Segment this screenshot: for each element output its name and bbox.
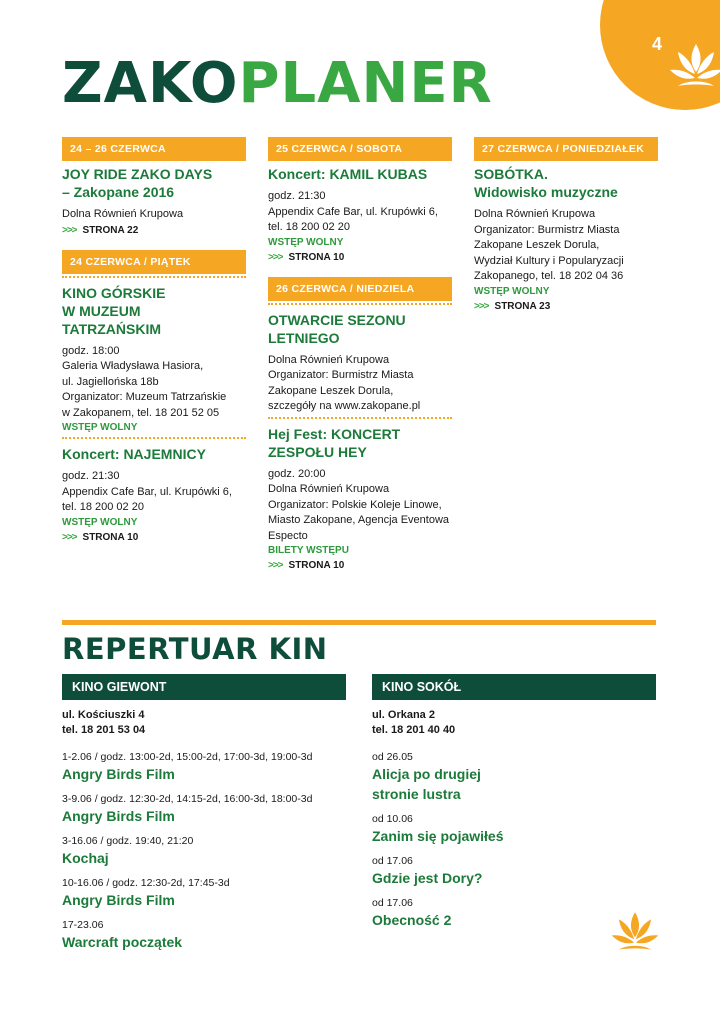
- event-title-line: JOY RIDE ZAKO DAYS: [62, 166, 213, 182]
- film-title: Angry Birds Film: [62, 808, 175, 824]
- page-reference: [268, 558, 452, 573]
- event-title-line: – Zakopane 2016: [62, 184, 175, 200]
- event-details: [62, 469, 246, 516]
- event-date: 27 CZERWCA / PONIEDZIAŁEK: [474, 137, 658, 161]
- event-details: [62, 344, 246, 422]
- page-reference: [474, 299, 658, 314]
- dotted-divider: [62, 276, 246, 278]
- arrows-icon: >>>: [62, 531, 77, 543]
- event-detail-line: szczegóły na www.zakopane.pl: [268, 400, 421, 412]
- event-detail-line: godz. 21:30: [62, 470, 120, 482]
- arrows-icon: >>>: [268, 560, 283, 571]
- event-detail-line: Dolna Równień Krupowa: [268, 353, 390, 366]
- cinema-sokol: [372, 674, 656, 930]
- page-reference: [268, 250, 452, 265]
- event-detail-line: Zakopane Leszek Dorula,: [474, 239, 600, 251]
- event-title-line: Hej Fest: KONCERT: [268, 425, 401, 442]
- show-time: od 17.06: [372, 897, 413, 909]
- event-detail-line: ul. Jagiellońska 18b: [62, 375, 159, 388]
- brand-logo: [62, 51, 493, 116]
- event-details: [62, 207, 246, 223]
- event-title: [62, 284, 246, 338]
- event-title: [62, 445, 246, 463]
- event-detail-line: Organizator: Burmistrz Miasta: [268, 369, 414, 381]
- event-title-line: OTWARCIE SEZONU: [268, 311, 406, 328]
- entry-info: WSTĘP WOLNY: [474, 285, 550, 297]
- cinema-address-line: ul. Kościuszki 4: [62, 709, 145, 721]
- entry-info: WSTĘP WOLNY: [62, 422, 138, 433]
- arrows-icon: >>>: [62, 224, 77, 236]
- event-detail-line: Miasto Zakopane, Agencja Eventowa: [268, 514, 450, 526]
- event-detail-line: w Zakopanem, tel. 18 201 52 05: [62, 406, 220, 419]
- event-detail-line: Dolna Równień Krupowa: [62, 208, 184, 220]
- event-detail-line: Dolna Równień Krupowa: [474, 208, 596, 220]
- cinema-address: [372, 708, 656, 738]
- page-reference-label: STRONA 10: [288, 560, 345, 571]
- event-details: [268, 353, 452, 415]
- event-title: [268, 425, 452, 461]
- cinema-giewont: [62, 674, 346, 952]
- event-title-line: KINO GÓRSKIE: [62, 284, 166, 301]
- event-title-line: LETNIEGO: [268, 329, 340, 346]
- event-date: 25 CZERWCA / SOBOTA: [268, 137, 452, 161]
- event-title-line: SOBÓTKA.: [474, 166, 548, 182]
- show-time: 3-9.06 / godz. 12:30-2d, 14:15-2d, 16:00-3d, 18:00-3d: [62, 793, 313, 805]
- page-reference-label: STRONA 23: [494, 300, 551, 312]
- wheat-footer-icon: [610, 908, 660, 954]
- entry-info: WSTĘP WOLNY: [62, 516, 138, 528]
- event-title-line: Widowisko muzyczne: [474, 184, 618, 200]
- page-reference-label: STRONA 10: [288, 251, 345, 263]
- dotted-divider: [62, 437, 246, 439]
- repertoire-title: REPERTUAR KIN: [62, 632, 328, 666]
- event-detail-line: Especto: [268, 529, 308, 542]
- arrows-icon: >>>: [268, 251, 283, 263]
- event-detail-line: Zakopane Leszek Dorula,: [268, 384, 394, 397]
- event-details: [474, 207, 658, 285]
- event-title: [268, 311, 452, 347]
- dotted-divider: [268, 303, 452, 305]
- event-details: [268, 467, 452, 545]
- film-title: Kochaj: [62, 850, 109, 866]
- event-detail-line: Organizator: Burmistrz Miasta: [474, 223, 620, 236]
- event-detail-line: godz. 20:00: [268, 467, 326, 480]
- event-title-line: Koncert: KAMIL KUBAS: [268, 166, 428, 182]
- event-detail-line: Zakopanego, tel. 18 202 04 36: [474, 270, 624, 282]
- event-title-line: ZESPOŁU HEY: [268, 443, 367, 460]
- show-time: 10-16.06 / godz. 12:30-2d, 17:45-3d: [62, 877, 230, 889]
- wheat-logo-icon: [668, 40, 720, 90]
- film-title: Angry Birds Film: [62, 892, 175, 908]
- event-title-line: Koncert: NAJEMNICY: [62, 446, 206, 462]
- events-column-1: [62, 137, 246, 545]
- show-time: od 10.06: [372, 813, 413, 825]
- film-title: Warcraft początek: [62, 934, 183, 950]
- film-title: [372, 764, 656, 804]
- event-detail-line: Dolna Równień Krupowa: [268, 483, 390, 495]
- event-detail-line: Organizator: Polskie Koleje Linowe,: [268, 498, 442, 511]
- show-time: 1-2.06 / godz. 13:00-2d, 15:00-2d, 17:00-3d, 19:00-3d: [62, 751, 313, 763]
- brand-part1: ZAKO: [62, 51, 239, 116]
- film-title: Obecność 2: [372, 912, 452, 928]
- dotted-divider: [268, 417, 452, 419]
- entry-info: BILETY WSTĘPU: [268, 545, 349, 556]
- event-detail-line: Galeria Władysława Hasiora,: [62, 360, 204, 372]
- events-column-3: [474, 137, 658, 314]
- show-time: 3-16.06 / godz. 19:40, 21:20: [62, 835, 194, 847]
- cinema-address-line: ul. Orkana 2: [372, 709, 435, 721]
- event-title: [474, 165, 658, 201]
- show-time: od 26.05: [372, 751, 413, 763]
- show-time: od 17.06: [372, 855, 413, 867]
- event-date: 24 CZERWCA / PIĄTEK: [62, 250, 246, 274]
- brand-part2: PLANER: [238, 51, 493, 116]
- event-detail-line: Appendix Cafe Bar, ul. Krupówki 6,: [62, 485, 232, 498]
- cinema-address: [62, 708, 346, 738]
- event-date: 26 CZERWCA / NIEDZIELA: [268, 277, 452, 301]
- event-detail-line: godz. 18:00: [62, 344, 120, 357]
- cinema-address-line: tel. 18 201 53 04: [62, 724, 146, 736]
- event-detail-line: Organizator: Muzeum Tatrzańskie: [62, 391, 227, 403]
- event-detail-line: godz. 21:30: [268, 190, 326, 202]
- page-reference-label: STRONA 22: [82, 224, 139, 236]
- event-title: [62, 165, 246, 201]
- film-title: Angry Birds Film: [62, 766, 175, 782]
- arrows-icon: >>>: [474, 300, 489, 312]
- page-number: 4: [652, 34, 663, 54]
- events-column-2: [268, 137, 452, 573]
- event-date: 24 – 26 CZERWCA: [62, 137, 246, 161]
- entry-info: WSTĘP WOLNY: [268, 236, 344, 248]
- cinema-name: KINO SOKÓŁ: [372, 674, 656, 700]
- event-title-line: W MUZEUM: [62, 302, 141, 319]
- event-detail-line: Wydział Kultury i Popularyzacji: [474, 254, 624, 267]
- film-title-line: stronie lustra: [372, 786, 461, 802]
- section-divider: [62, 620, 656, 625]
- page-reference: [62, 223, 246, 238]
- event-title-line: TATRZAŃSKIM: [62, 320, 162, 337]
- event-title: [268, 165, 452, 183]
- event-detail-line: tel. 18 200 02 20: [62, 501, 144, 513]
- event-details: [268, 189, 452, 236]
- cinema-address-line: tel. 18 201 40 40: [372, 724, 456, 736]
- film-title-line: Alicja po drugiej: [372, 766, 481, 782]
- event-detail-line: Appendix Cafe Bar, ul. Krupówki 6,: [268, 205, 438, 218]
- page-reference-label: STRONA 10: [82, 531, 139, 543]
- show-time: 17-23.06: [62, 919, 104, 931]
- page-reference: [62, 530, 246, 545]
- film-title: Gdzie jest Dory?: [372, 870, 483, 886]
- cinema-name: KINO GIEWONT: [62, 674, 346, 700]
- film-title: Zanim się pojawiłeś: [372, 828, 504, 844]
- event-detail-line: tel. 18 200 02 20: [268, 221, 350, 233]
